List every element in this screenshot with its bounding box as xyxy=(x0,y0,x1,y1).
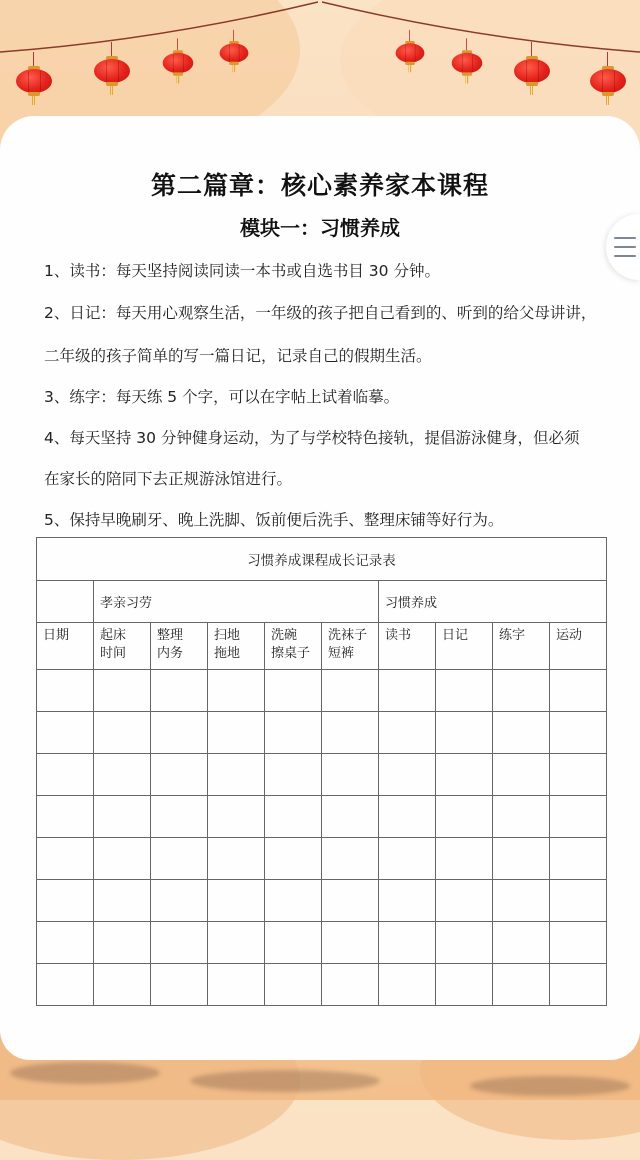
table-cell[interactable] xyxy=(208,880,265,922)
table-cell[interactable] xyxy=(265,754,322,796)
table-cell[interactable] xyxy=(322,712,379,754)
table-cell[interactable] xyxy=(265,712,322,754)
table-cell[interactable] xyxy=(493,880,550,922)
table-cell[interactable] xyxy=(37,838,94,880)
table-cell[interactable] xyxy=(436,880,493,922)
decor-shadow xyxy=(10,1062,160,1084)
table-cell[interactable] xyxy=(493,670,550,712)
table-cell[interactable] xyxy=(208,922,265,964)
lantern-icon xyxy=(590,66,626,96)
paragraph: 5、保持早晚刷牙、晚上洗脚、饭前便后洗手、整理床铺等好行为。 xyxy=(44,511,504,529)
lantern-icon xyxy=(514,56,550,86)
record-table xyxy=(36,537,607,1006)
table-cell[interactable] xyxy=(94,838,151,880)
table-cell[interactable] xyxy=(550,796,607,838)
table-cell[interactable] xyxy=(151,796,208,838)
table-cell[interactable] xyxy=(208,712,265,754)
table-cell[interactable] xyxy=(37,922,94,964)
table-cell[interactable] xyxy=(493,754,550,796)
table-cell[interactable] xyxy=(379,712,436,754)
table-cell[interactable] xyxy=(37,712,94,754)
table-cell[interactable] xyxy=(151,880,208,922)
table-cell[interactable] xyxy=(151,838,208,880)
table-cell[interactable] xyxy=(550,712,607,754)
paragraph: 在家长的陪同下去正规游泳馆进行。 xyxy=(44,470,293,488)
table-cell[interactable] xyxy=(550,838,607,880)
table-cell[interactable] xyxy=(265,796,322,838)
table-cell[interactable] xyxy=(436,796,493,838)
table-cell[interactable] xyxy=(94,712,151,754)
table-cell[interactable] xyxy=(94,964,151,1006)
lantern-icon xyxy=(163,50,194,76)
table-cell[interactable] xyxy=(37,964,94,1006)
table-cell[interactable] xyxy=(550,754,607,796)
column-header-wakeup: 起床 时间 xyxy=(94,623,151,670)
lantern-icon xyxy=(16,66,52,96)
table-cell[interactable] xyxy=(322,796,379,838)
table-cell[interactable] xyxy=(379,964,436,1006)
table-row xyxy=(37,796,607,838)
decor-shadow xyxy=(470,1076,630,1096)
table-cell[interactable] xyxy=(265,838,322,880)
table-cell[interactable] xyxy=(436,838,493,880)
table-cell[interactable] xyxy=(493,922,550,964)
table-cell[interactable] xyxy=(436,670,493,712)
table-cell[interactable] xyxy=(493,838,550,880)
table-cell[interactable] xyxy=(151,754,208,796)
table-cell[interactable] xyxy=(322,670,379,712)
table-cell[interactable] xyxy=(322,754,379,796)
table-cell[interactable] xyxy=(208,754,265,796)
table-cell[interactable] xyxy=(493,796,550,838)
table-cell[interactable] xyxy=(208,964,265,1006)
column-header-laundry: 洗袜子 短裤 xyxy=(322,623,379,670)
table-row xyxy=(37,838,607,880)
table-row xyxy=(37,880,607,922)
decor-shadow xyxy=(190,1070,380,1092)
lantern-icon xyxy=(452,50,483,76)
paragraph: 2、日记：每天用心观察生活，一年级的孩子把自己看到的、听到的给父母讲讲， xyxy=(44,304,597,322)
table-cell[interactable] xyxy=(151,712,208,754)
table-cell[interactable] xyxy=(94,796,151,838)
table-cell[interactable] xyxy=(379,670,436,712)
table-cell[interactable] xyxy=(151,670,208,712)
table-cell xyxy=(37,581,94,623)
paragraph: 1、读书：每天坚持阅读同读一本书或自选书目 30 分钟。 xyxy=(44,262,440,280)
table-cell[interactable] xyxy=(322,880,379,922)
table-row xyxy=(37,754,607,796)
column-header-date: 日期 xyxy=(37,623,94,670)
table-cell[interactable] xyxy=(493,964,550,1006)
group-header-xiaoqin: 孝亲习劳 xyxy=(94,581,379,623)
table-cell[interactable] xyxy=(379,796,436,838)
table-cell[interactable] xyxy=(379,922,436,964)
lantern-icon xyxy=(396,41,425,65)
paragraph: 4、每天坚持 30 分钟健身运动，为了与学校特色接轨，提倡游泳健身，但必须 xyxy=(44,429,580,447)
page-title: 第二篇章：核心素养家本课程 xyxy=(150,171,489,200)
lantern-icon xyxy=(94,56,130,86)
table-cell[interactable] xyxy=(265,964,322,1006)
table-cell[interactable] xyxy=(550,922,607,964)
table-cell[interactable] xyxy=(94,880,151,922)
menu-icon xyxy=(614,246,636,248)
column-header-exercise: 运动 xyxy=(550,623,607,670)
column-header-diary: 日记 xyxy=(436,623,493,670)
table-cell[interactable] xyxy=(436,922,493,964)
menu-icon xyxy=(614,255,636,257)
table-cell[interactable] xyxy=(94,922,151,964)
table-cell[interactable] xyxy=(94,754,151,796)
table-cell[interactable] xyxy=(379,880,436,922)
paragraph: 3、练字：每天练 5 个字，可以在字帖上试着临摹。 xyxy=(44,388,400,406)
table-cell[interactable] xyxy=(37,880,94,922)
table-cell[interactable] xyxy=(436,754,493,796)
table-row xyxy=(37,670,607,712)
table-cell[interactable] xyxy=(37,754,94,796)
table-cell[interactable] xyxy=(322,838,379,880)
column-header-dishes: 洗碗 擦桌子 xyxy=(265,623,322,670)
table-cell[interactable] xyxy=(37,796,94,838)
table-cell[interactable] xyxy=(151,964,208,1006)
table-cell[interactable] xyxy=(436,712,493,754)
table-cell[interactable] xyxy=(322,922,379,964)
table-cell[interactable] xyxy=(94,670,151,712)
table-cell[interactable] xyxy=(322,964,379,1006)
table-cell[interactable] xyxy=(493,712,550,754)
table-cell[interactable] xyxy=(208,670,265,712)
table-caption: 习惯养成课程成长记录表 xyxy=(37,538,607,581)
lantern-icon xyxy=(220,41,249,65)
table-row xyxy=(37,712,607,754)
column-header-sweep: 扫地 拖地 xyxy=(208,623,265,670)
table-cell[interactable] xyxy=(208,796,265,838)
column-header-reading: 读书 xyxy=(379,623,436,670)
table-cell[interactable] xyxy=(550,880,607,922)
table-cell[interactable] xyxy=(379,754,436,796)
table-row xyxy=(37,964,607,1006)
table-cell[interactable] xyxy=(550,964,607,1006)
page-subtitle: 模块一：习惯养成 xyxy=(240,216,400,240)
table-cell[interactable] xyxy=(379,838,436,880)
table-cell[interactable] xyxy=(265,922,322,964)
table-cell[interactable] xyxy=(265,670,322,712)
paragraph: 二年级的孩子简单的写一篇日记，记录自己的假期生活。 xyxy=(44,347,432,365)
table-cell[interactable] xyxy=(208,838,265,880)
column-header-tidy: 整理 内务 xyxy=(151,623,208,670)
table-cell[interactable] xyxy=(550,670,607,712)
column-header-calligraphy: 练字 xyxy=(493,623,550,670)
table-cell[interactable] xyxy=(265,880,322,922)
group-header-xiguan: 习惯养成 xyxy=(379,581,607,623)
table-cell[interactable] xyxy=(436,964,493,1006)
table-cell[interactable] xyxy=(37,670,94,712)
table-cell[interactable] xyxy=(151,922,208,964)
table-row xyxy=(37,922,607,964)
